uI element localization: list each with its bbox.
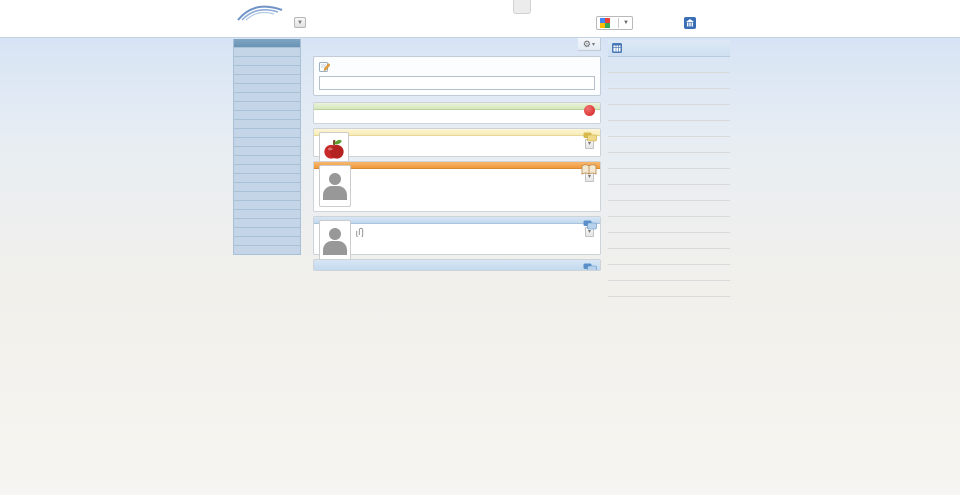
chevron-down-icon: ▾ bbox=[591, 42, 595, 48]
sidebar-item[interactable] bbox=[233, 39, 301, 48]
sidebar-item[interactable] bbox=[233, 75, 301, 84]
sidebar-item[interactable] bbox=[233, 246, 301, 255]
sidebar-item[interactable] bbox=[233, 129, 301, 138]
district-building-icon bbox=[684, 17, 696, 29]
calendar-icon bbox=[612, 43, 622, 53]
card-header bbox=[314, 217, 600, 224]
sidebar-item[interactable] bbox=[233, 174, 301, 183]
sidebar-item[interactable] bbox=[233, 138, 301, 147]
events-list bbox=[608, 57, 730, 297]
event-item bbox=[608, 249, 730, 265]
event-item bbox=[608, 169, 730, 185]
sidebar-item[interactable] bbox=[233, 165, 301, 174]
card-header bbox=[314, 260, 600, 271]
google-translate-icon bbox=[600, 18, 610, 28]
message-card-registration bbox=[313, 102, 601, 124]
event-item bbox=[608, 73, 730, 89]
post-message-icon bbox=[319, 61, 330, 72]
content-area bbox=[0, 37, 960, 495]
logged-in-user bbox=[514, 0, 530, 13]
event-item bbox=[608, 89, 730, 105]
chat-bubbles-icon bbox=[583, 130, 597, 148]
sidebar-item[interactable] bbox=[233, 93, 301, 102]
sidebar-item[interactable] bbox=[233, 210, 301, 219]
chat-bubbles-icon bbox=[583, 261, 597, 271]
upcoming-events-panel bbox=[608, 40, 730, 297]
avatar bbox=[319, 220, 351, 262]
sidebar-item[interactable] bbox=[233, 120, 301, 129]
app-header bbox=[0, 0, 960, 37]
message-card-conferences bbox=[313, 216, 601, 255]
post-message-toggle[interactable] bbox=[319, 61, 595, 72]
gear-icon: ⚙ bbox=[582, 39, 591, 49]
sidebar-item[interactable] bbox=[233, 192, 301, 201]
event-item bbox=[608, 265, 730, 281]
sidebar-item[interactable] bbox=[233, 183, 301, 192]
message-options-chevron-down-icon[interactable]: ▾ bbox=[585, 172, 594, 182]
sidebar-item[interactable] bbox=[233, 219, 301, 228]
post-message-input[interactable] bbox=[319, 76, 595, 90]
message-card-field-trip bbox=[313, 161, 601, 212]
event-item bbox=[608, 281, 730, 297]
sidebar-item[interactable] bbox=[233, 111, 301, 120]
card-header bbox=[314, 129, 600, 136]
event-item bbox=[608, 217, 730, 233]
attachment-link[interactable] bbox=[356, 227, 367, 237]
alert-icon bbox=[584, 105, 595, 116]
event-item bbox=[608, 137, 730, 153]
book-icon bbox=[581, 163, 597, 181]
language-chevron-down-icon: ▼ bbox=[623, 20, 629, 26]
event-item bbox=[608, 201, 730, 217]
message-options-chevron-down-icon[interactable]: ▾ bbox=[585, 227, 594, 237]
sidebar-item[interactable] bbox=[233, 156, 301, 165]
sidebar-nav bbox=[233, 39, 301, 255]
sidebar-item[interactable] bbox=[233, 48, 301, 57]
sidebar-item[interactable] bbox=[233, 102, 301, 111]
event-item bbox=[608, 185, 730, 201]
event-item bbox=[608, 121, 730, 137]
sidebar-item[interactable] bbox=[233, 84, 301, 93]
language-selector[interactable] bbox=[596, 16, 633, 30]
avatar bbox=[319, 165, 351, 207]
card-header bbox=[314, 162, 600, 169]
event-item bbox=[608, 153, 730, 169]
account-toolbar bbox=[513, 0, 531, 14]
message-card-food-service bbox=[313, 128, 601, 157]
card-header bbox=[314, 103, 600, 110]
sidebar-item[interactable] bbox=[233, 66, 301, 75]
sidebar-item[interactable] bbox=[233, 201, 301, 210]
message-options-chevron-down-icon[interactable]: ▾ bbox=[585, 139, 594, 149]
event-item bbox=[608, 105, 730, 121]
event-item bbox=[608, 57, 730, 73]
messages-settings-button[interactable] bbox=[578, 38, 601, 51]
chat-bubbles-icon bbox=[583, 218, 597, 236]
skyward-swoosh-icon bbox=[232, 2, 284, 22]
sidebar-item[interactable] bbox=[233, 228, 301, 237]
sidebar-item[interactable] bbox=[233, 57, 301, 66]
district-links[interactable] bbox=[684, 16, 700, 30]
skyward-logo bbox=[232, 2, 284, 35]
post-message-box bbox=[313, 56, 601, 96]
sidebar-item[interactable] bbox=[233, 147, 301, 156]
message-card-partial bbox=[313, 259, 601, 271]
sidebar-item[interactable] bbox=[233, 237, 301, 246]
event-item bbox=[608, 233, 730, 249]
student-selector-chevron-down-icon[interactable]: ▼ bbox=[294, 17, 306, 28]
message-status-tabs bbox=[313, 38, 601, 51]
paperclip-icon bbox=[356, 227, 364, 237]
message-center bbox=[313, 38, 601, 275]
